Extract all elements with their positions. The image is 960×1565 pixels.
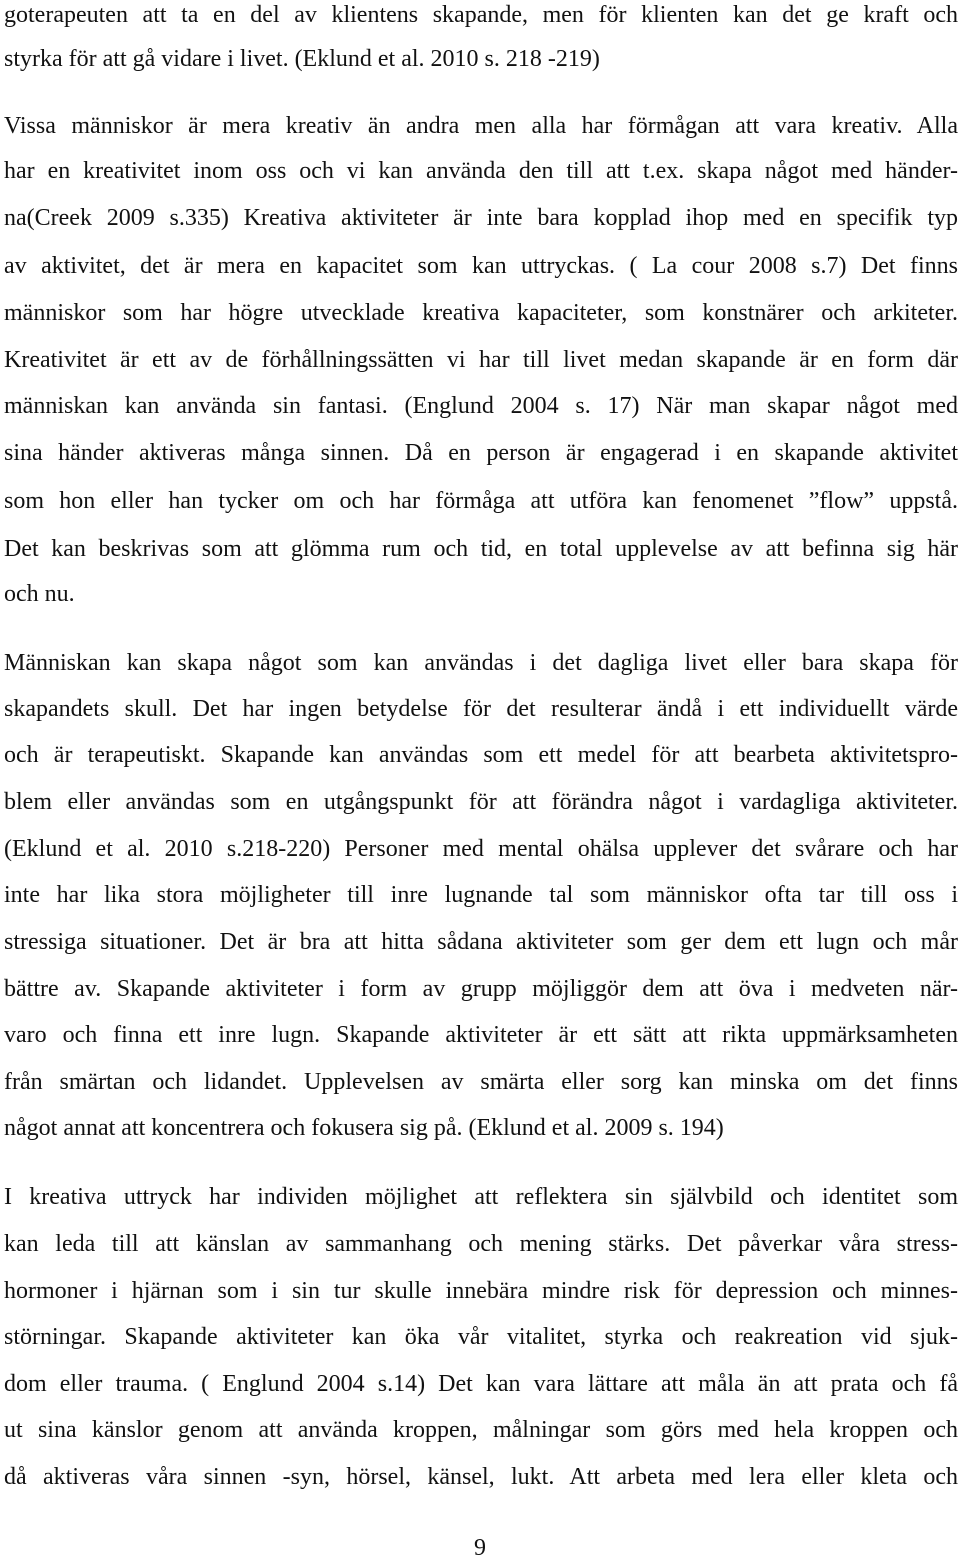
text-line: människan kan använda sin fantasi. (Englund 2004 s. 17) När man skapar något med — [4, 393, 958, 419]
text-line: Kreativitet är ett av de förhållningssätten vi har till livet medan skapande är en form där — [4, 347, 958, 373]
text-line: och är terapeutiskt. Skapande kan användas som ett medel för att bearbeta aktivitetspro- — [4, 742, 958, 768]
text-line: då aktiveras våra sinnen -syn, hörsel, känsel, lukt. Att arbeta med lera eller kleta och — [4, 1464, 958, 1490]
text-line: styrka för att gå vidare i livet. (Eklund et al. 2010 s. 218 -219) — [4, 46, 600, 72]
text-line: goterapeuten att ta en del av klientens skapande, men för klienten kan det ge kraft och — [4, 2, 958, 28]
text-line: något annat att koncentrera och fokusera sig på. (Eklund et al. 2009 s. 194) — [4, 1115, 724, 1141]
text-line: inte har lika stora möjligheter till inre lugnande tal som människor ofta tar till oss i — [4, 882, 958, 908]
text-line: (Eklund et al. 2010 s.218-220) Personer med mental ohälsa upplever det svårare och har — [4, 836, 958, 862]
text-line: har en kreativitet inom oss och vi kan använda den till att t.ex. skapa något med händer- — [4, 158, 958, 184]
text-line: ut sina känslor genom att använda kroppen, målningar som görs med hela kroppen och — [4, 1417, 958, 1443]
text-line: stressiga situationer. Det är bra att hitta sådana aktiviteter som ger dem ett lugn och mår — [4, 929, 958, 955]
text-line: störningar. Skapande aktiviteter kan öka vår vitalitet, styrka och reakreation vid sjuk- — [4, 1324, 958, 1350]
text-line: dom eller trauma. ( Englund 2004 s.14) Det kan vara lättare att måla än att prata och få — [4, 1371, 958, 1397]
text-line: I kreativa uttryck har individen möjlighet att reflektera sin självbild och identitet som — [4, 1184, 958, 1210]
text-line: Vissa människor är mera kreativ än andra men alla har förmågan att vara kreativ. Alla — [4, 113, 958, 139]
text-line: hormoner i hjärnan som i sin tur skulle innebära mindre risk för depression och minnes- — [4, 1278, 958, 1304]
text-line: människor som har högre utvecklade kreativa kapaciteter, som konstnärer och arkiteter. — [4, 300, 958, 326]
text-line: blem eller användas som en utgångspunkt för att förändra något i vardagliga aktiviteter. — [4, 789, 958, 815]
text-line: Människan kan skapa något som kan användas i det dagliga livet eller bara skapa för — [4, 650, 958, 676]
text-line: och nu. — [4, 581, 75, 607]
text-line: skapandets skull. Det har ingen betydelse för det resulterar ändå i ett individuellt värde — [4, 696, 958, 722]
text-line: na(Creek 2009 s.335) Kreativa aktiviteter är inte bara kopplad ihop med en specifik typ — [4, 205, 958, 231]
text-line: Det kan beskrivas som att glömma rum och tid, en total upplevelse av att befinna sig här — [4, 536, 958, 562]
text-line: varo och finna ett inre lugn. Skapande aktiviteter är ett sätt att rikta uppmärksamheten — [4, 1022, 958, 1048]
text-line: av aktivitet, det är mera en kapacitet som kan uttryckas. ( La cour 2008 s.7) Det finns — [4, 253, 958, 279]
text-line: kan leda till att känslan av sammanhang och mening stärks. Det påverkar våra stress- — [4, 1231, 958, 1257]
text-line: sina händer aktiveras många sinnen. Då en person är engagerad i en skapande aktivitet — [4, 440, 958, 466]
text-line: som hon eller han tycker om och har förmåga att utföra kan fenomenet ”flow” uppstå. — [4, 488, 958, 514]
page-number: 9 — [474, 1535, 486, 1561]
text-line: bättre av. Skapande aktiviteter i form av grupp möjliggör dem att öva i medveten när- — [4, 976, 958, 1002]
text-line: från smärtan och lidandet. Upplevelsen av smärta eller sorg kan minska om det finns — [4, 1069, 958, 1095]
